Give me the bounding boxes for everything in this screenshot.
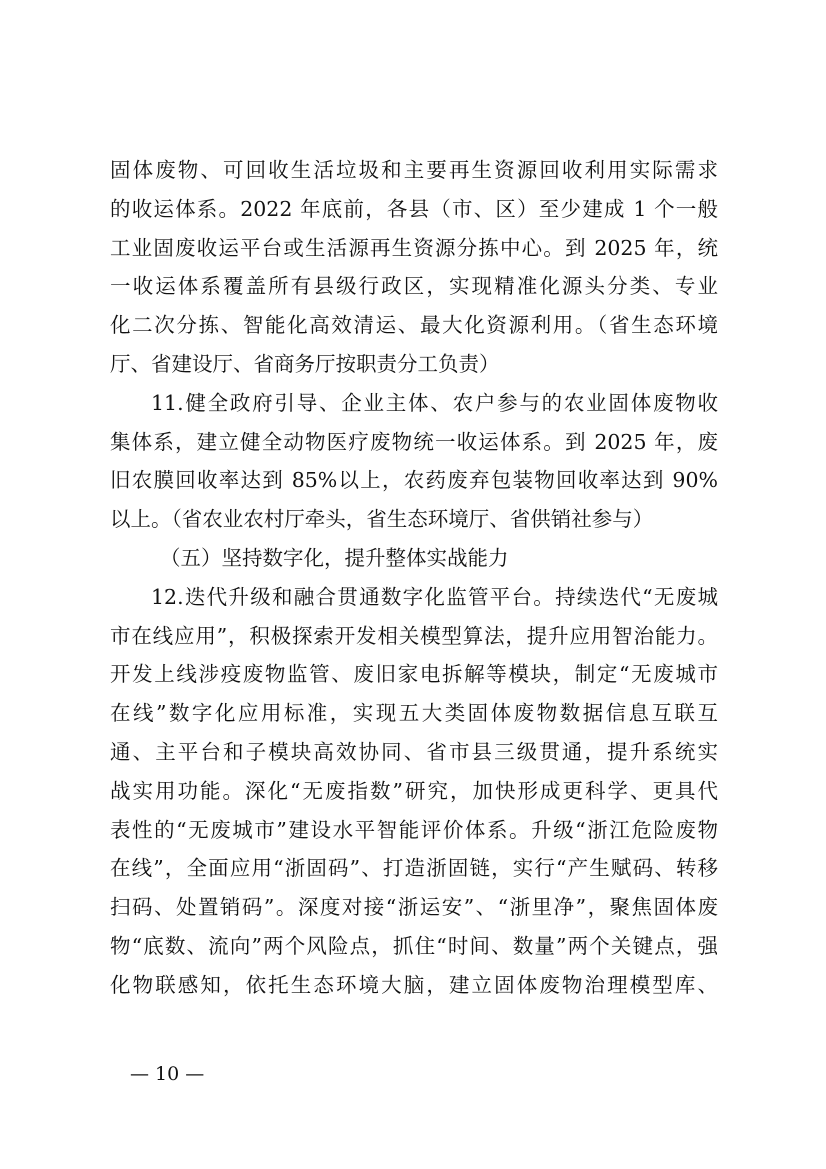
text-line: 厅、省建设厅、省商务厅按职责分工负责） (110, 351, 500, 376)
text-line: 通、主平台和子模块高效协同、省市县三级贯通，提升系统实 (110, 739, 718, 764)
text-line: 12.迭代升级和融合贯通数字化监管平台。持续迭代“无废城 (151, 584, 718, 609)
text-line: 在线”数字化应用标准，实现五大类固体废物数据信息互联互 (110, 701, 718, 726)
text-line: 表性的“无废城市”建设水平智能评价体系。升级“浙江危险废物 (110, 817, 718, 842)
text-line: 的收运体系。2022 年底前，各县（市、区）至少建成 1 个一般 (110, 196, 718, 221)
text-line: 开发上线涉疫废物监管、废旧家电拆解等模块，制定“无废城市 (110, 662, 718, 687)
body-text (110, 151, 718, 1005)
text-line: 在线”，全面应用“浙固码”、打造浙固链，实行“产生赋码、转移 (110, 856, 718, 881)
text-line: 化物联感知，依托生态环境大脑，建立固体废物治理模型库、 (110, 972, 718, 997)
text-line: 扫码、处置销码”。深度对接“浙运安”、“浙里净”，聚焦固体废 (110, 895, 718, 920)
section-heading: （五）坚持数字化，提升整体实战能力 (160, 545, 509, 570)
text-line: 旧农膜回收率达到 85%以上，农药废弃包装物回收率达到 90% (110, 468, 718, 493)
text-line: 工业固废收运平台或生活源再生资源分拣中心。到 2025 年，统 (110, 235, 718, 260)
page-number: — 10 — (130, 1063, 205, 1085)
text-line: 物“底数、流向”两个风险点，抓住“时间、数量”两个关键点，强 (110, 933, 718, 958)
text-line: 以上。（省农业农村厅牵头，省生态环境厅、省供销社参与） (110, 507, 654, 532)
text-line: 战实用功能。深化“无废指数”研究，加快形成更科学、更具代 (110, 778, 718, 803)
text-line: 市在线应用”，积极探索开发相关模型算法，提升应用智治能力。 (110, 623, 718, 648)
text-line: 一收运体系覆盖所有县级行政区，实现精准化源头分类、专业 (110, 274, 718, 299)
text-line: 11.健全政府引导、企业主体、农户参与的农业固体废物收 (151, 390, 718, 415)
text-line: 化二次分拣、智能化高效清运、最大化资源利用。（省生态环境 (110, 313, 718, 338)
text-line: 集体系，建立健全动物医疗废物统一收运体系。到 2025 年，废 (110, 429, 718, 454)
text-line: 固体废物、可回收生活垃圾和主要再生资源回收利用实际需求 (110, 158, 718, 182)
